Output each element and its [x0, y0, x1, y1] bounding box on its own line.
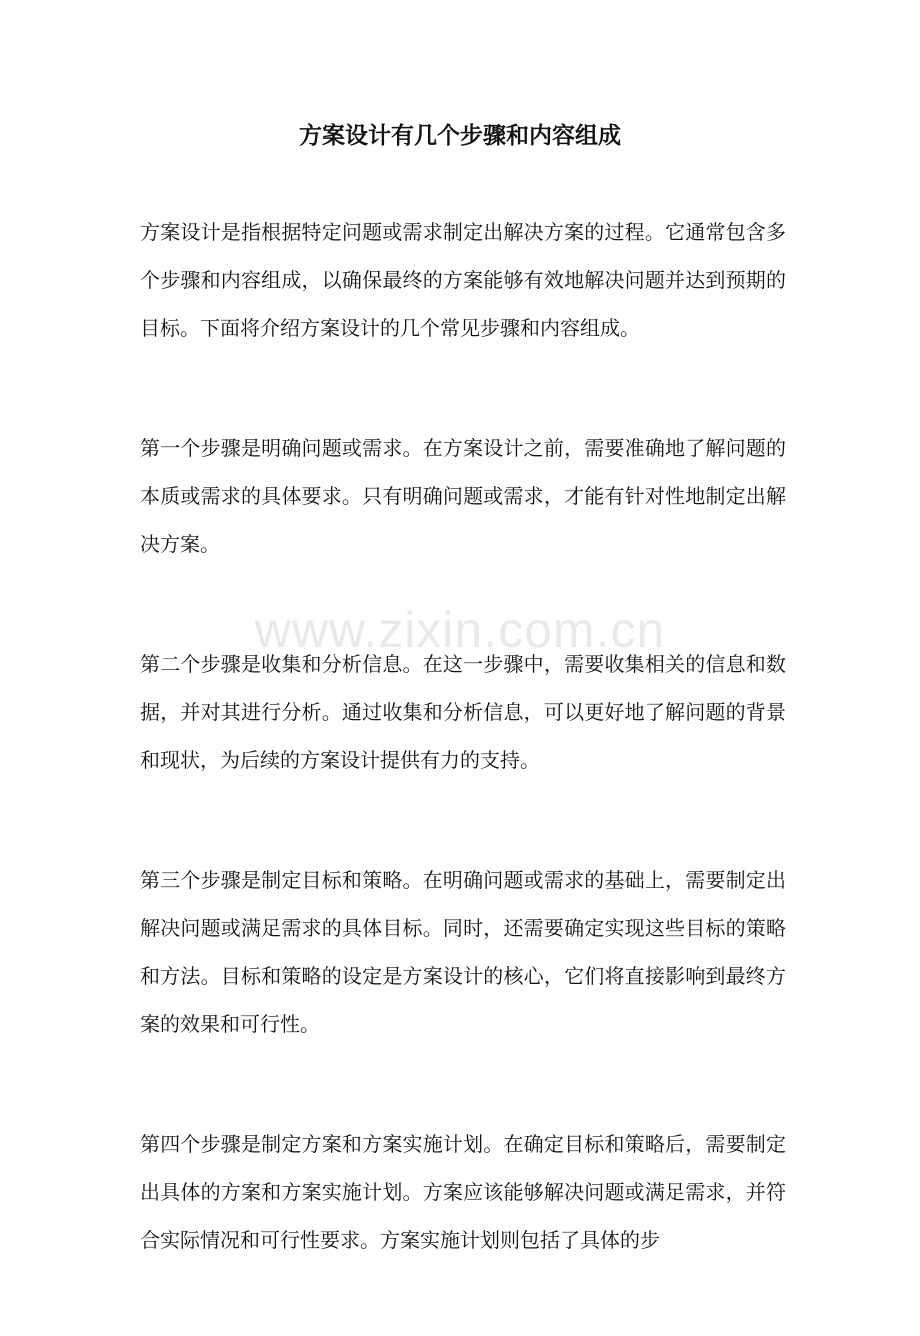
document-body — [140, 208, 786, 1336]
document-title: 方案设计有几个步骤和内容组成 — [299, 122, 621, 149]
paragraph-step-1: 第一个步骤是明确问题或需求。在方案设计之前，需要准确地了解问题的本质或需求的具体要求。只有明确问题或需求，才能有针对性地制定出解决方案。 — [140, 436, 786, 556]
watermark: www.zixin.com.cn — [254, 602, 666, 658]
paragraph-intro: 方案设计是指根据特定问题或需求制定出解决方案的过程。它通常包含多个步骤和内容组成，以确保最终的方案能够有效地解决问题并达到预期的目标。下面将介绍方案设计的几个常见步骤和内容组成。 — [140, 220, 786, 340]
paragraph-step-3: 第三个步骤是制定目标和策略。在明确问题或需求的基础上，需要制定出解决问题或满足需求的具体目标。同时，还需要确定实现这些目标的策略和方法。目标和策略的设定是方案设计的核心，它们将直接影响到最终方案的效果和可行性。 — [140, 868, 786, 1036]
paragraph-step-2: 第二个步骤是收集和分析信息。在这一步骤中，需要收集相关的信息和数据，并对其进行分析。通过收集和分析信息，可以更好地了解问题的背景和现状，为后续的方案设计提供有力的支持。 — [140, 652, 786, 772]
paragraph-step-4: 第四个步骤是制定方案和方案实施计划。在确定目标和策略后，需要制定出具体的方案和方案实施计划。方案应该能够解决问题或满足需求，并符合实际情况和可行性要求。方案实施计划则包括了具体的步 — [140, 1132, 786, 1252]
